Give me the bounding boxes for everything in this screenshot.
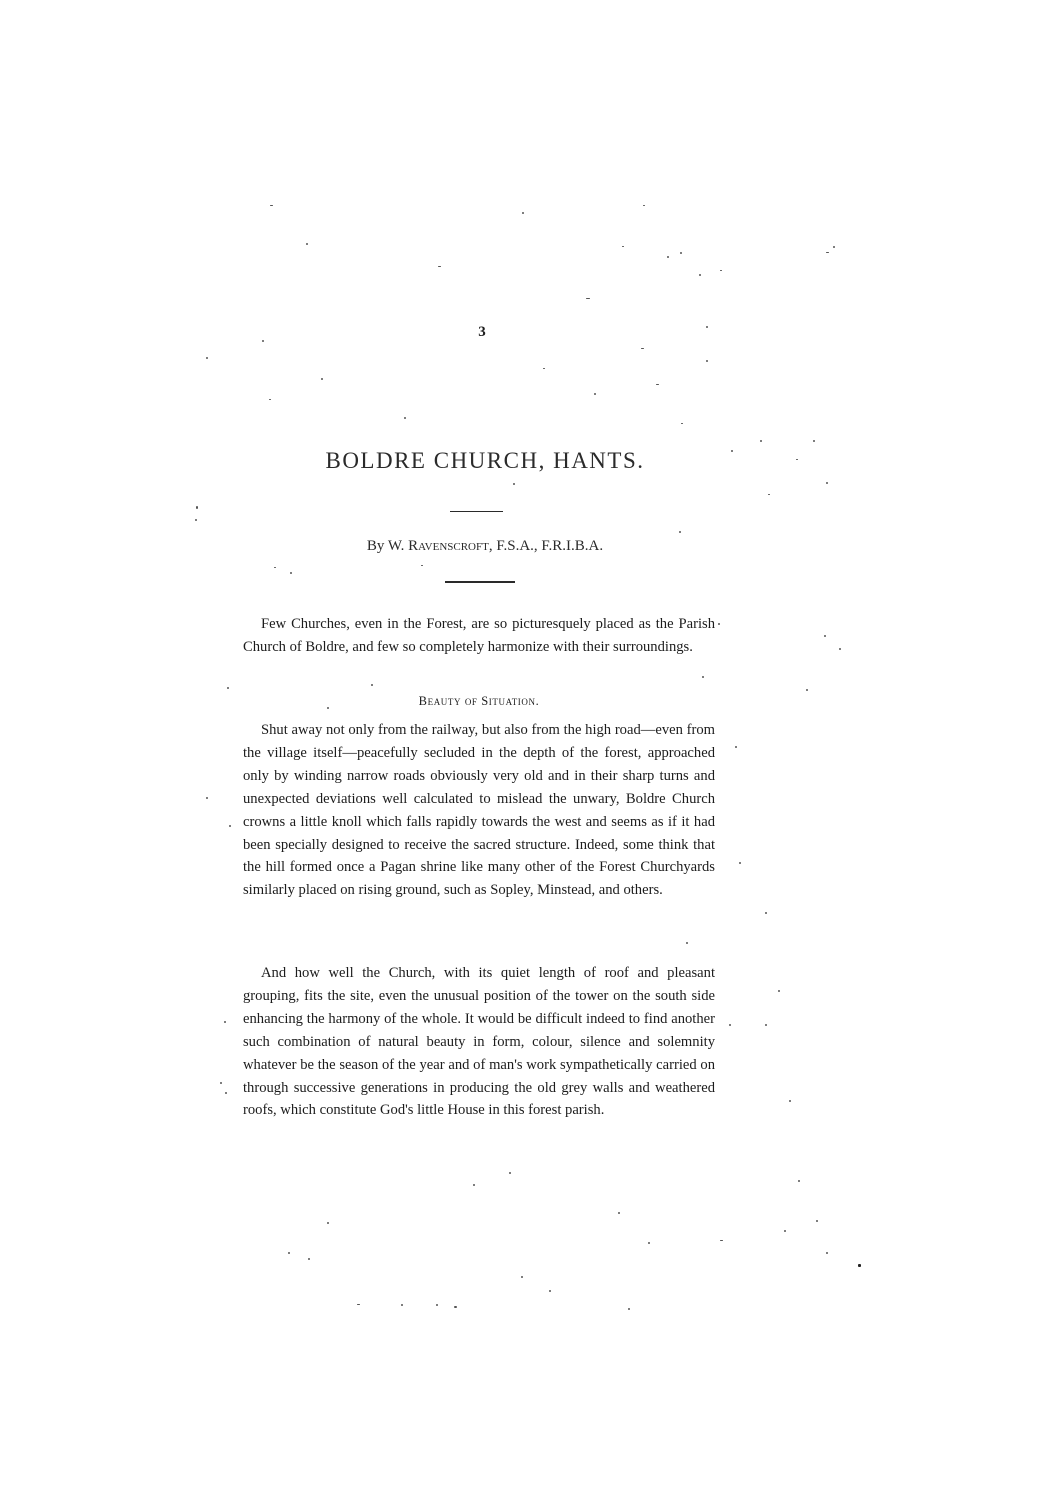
title-divider — [450, 511, 503, 512]
byline-credentials: , F.S.A., F.R.I.B.A. — [488, 538, 604, 554]
byline-prefix: By W. — [366, 538, 409, 554]
intro-paragraph: Few Churches, even in the Forest, are so picturesquely placed as the Parish Church of Boldre, and few so completely harmonize with their surroundings. — [243, 616, 715, 655]
section-heading: Beauty of Situation. — [418, 694, 540, 708]
byline — [250, 538, 720, 555]
byline-author: Ravenscroft — [408, 538, 489, 554]
page-number: 3 — [478, 324, 486, 340]
byline-divider — [445, 581, 515, 583]
body-paragraph: Shut away not only from the railway, but also from the high road—even from the village itself—peacefully secluded in the depth of the forest, approached only by winding narrow roads obviously very old and in their sharp turns and unexpected deviations well calculated to mislead the unwary, Boldre Church crowns a little knoll which falls rapidly towards the west and seems as if it had been specially designed to receive the sacred structure. Indeed, some think that the hill formed once a Pagan shrine like many other of the Forest Churchyards similarly placed on rising ground, such as Sopley, Minstead, and others. — [243, 722, 715, 899]
body-paragraph: And how well the Church, with its quiet length of roof and pleasant grouping, fits the site, even the unusual position of the tower on the south side enhancing the harmony of the whole. It would be difficult indeed to find another such combination of natural beauty in form, colour, silence and solemnity whatever be the season of the year and of man's work sympathetically carried on through successive generations in producing the old grey walls and weathered roofs, which constitute God's little House in this forest parish. — [243, 965, 715, 1119]
article-title: BOLDRE CHURCH, HANTS. — [325, 448, 645, 473]
